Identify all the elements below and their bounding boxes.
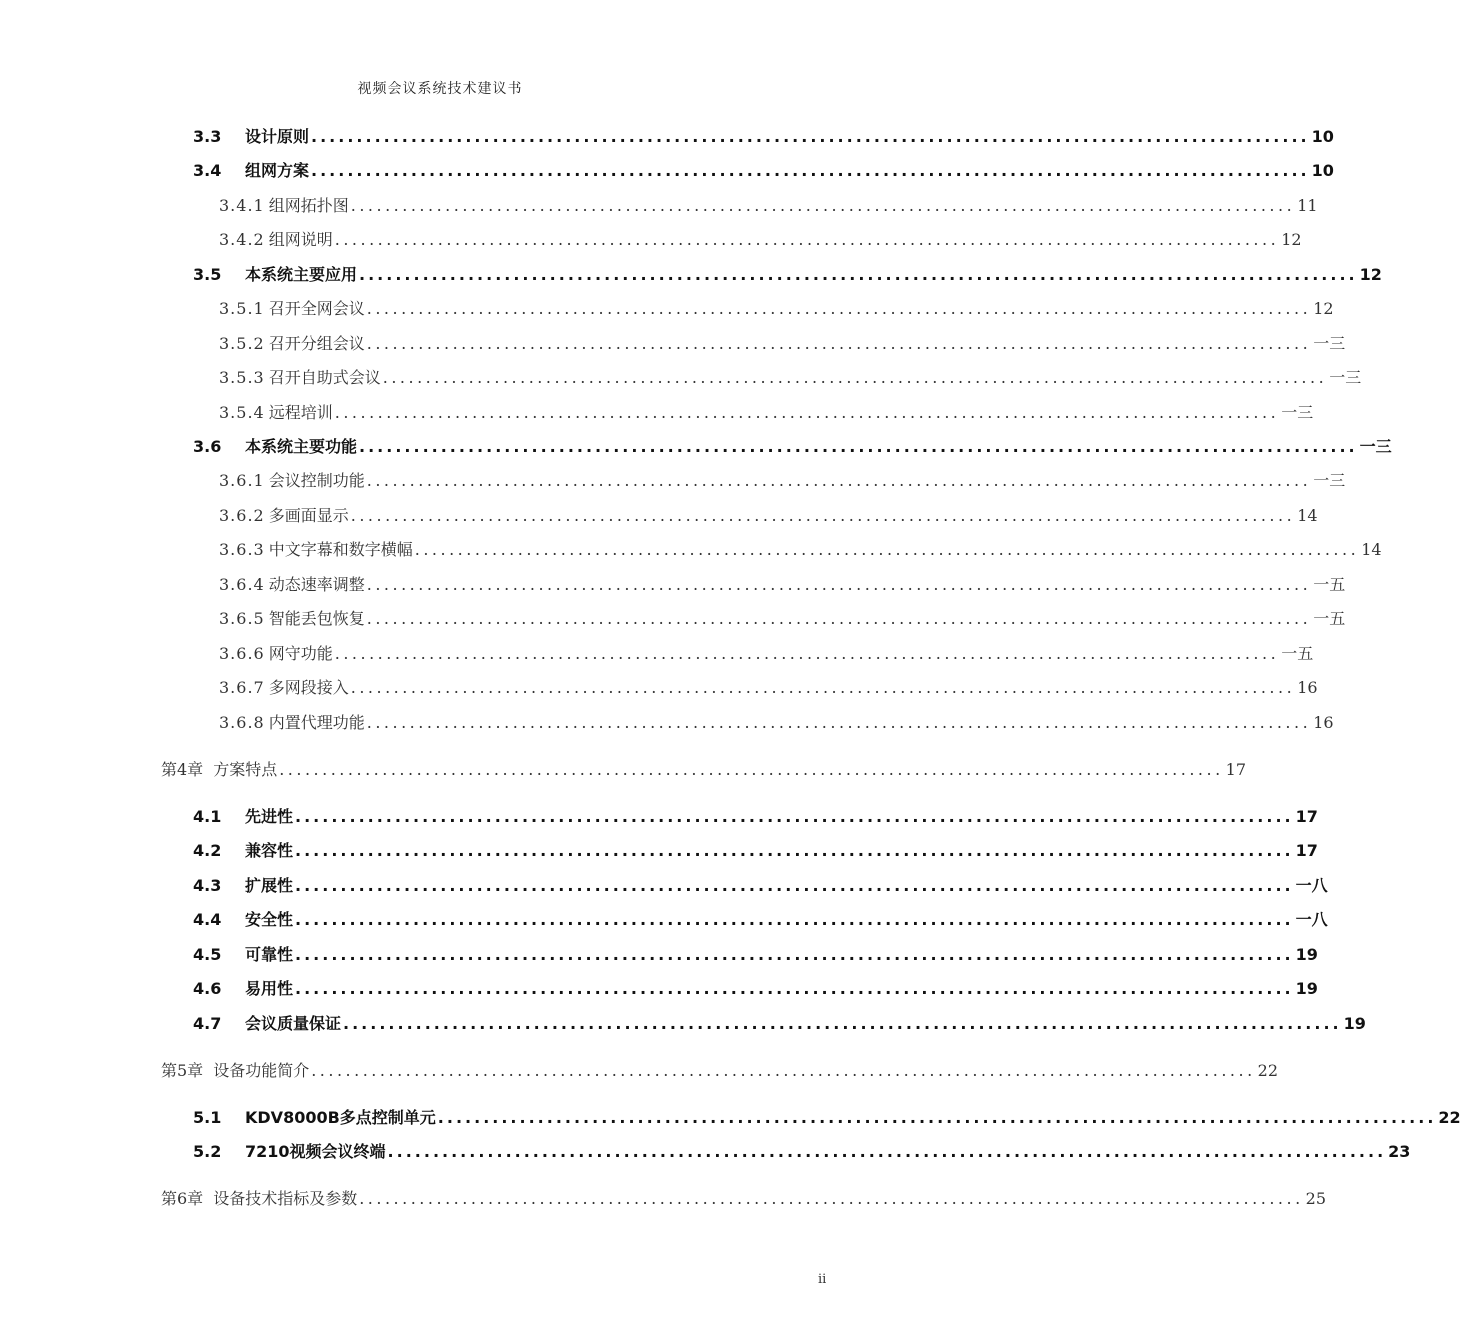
toc-entry-page: 22 <box>1438 1108 1461 1127</box>
toc-leader-dots: .............................................................................................................. <box>359 437 1358 456</box>
toc-entry-number: 3.6.4 <box>219 575 265 594</box>
toc-entry-number: 3.6.5 <box>219 609 265 628</box>
toc-entry-number: 3.4.1 <box>219 196 265 215</box>
toc-leader-dots: .............................................................................................................. <box>295 807 1294 826</box>
toc-entry[interactable] <box>219 537 1382 563</box>
toc-entry-title: 动态速率调整 <box>268 575 365 594</box>
toc-entry-page: 10 <box>1311 127 1334 146</box>
toc-entry[interactable] <box>193 942 1318 968</box>
toc-entry[interactable] <box>219 710 1334 736</box>
toc-entry[interactable] <box>219 641 1314 667</box>
toc-leader-dots: .............................................................................................................. <box>311 127 1310 146</box>
toc-entry-page: 一三 <box>1313 334 1346 353</box>
toc-entry-page: 12 <box>1313 299 1334 318</box>
toc-entry[interactable] <box>219 227 1302 253</box>
toc-entry-page: 17 <box>1295 841 1318 860</box>
toc-chapter-number: 第5章 <box>161 1061 204 1080</box>
toc-entry-page: 19 <box>1343 1014 1366 1033</box>
toc-chapter-title: 设备功能简介 <box>213 1061 310 1080</box>
running-header: 视频会议系统技术建议书 <box>357 81 523 97</box>
toc-entry-number: 3.6.3 <box>219 540 265 559</box>
toc-leader-dots: .............................................................................................................. <box>382 368 1328 387</box>
toc-leader-dots: .............................................................................................................. <box>414 540 1360 559</box>
toc-entry-title: 设计原则 <box>245 127 310 146</box>
toc-entry-number: 3.4 <box>193 161 222 180</box>
toc-chapter-number: 第4章 <box>161 760 204 779</box>
toc-entry-title: 组网方案 <box>245 161 310 180</box>
toc-entry-number: 3.5.4 <box>219 403 265 422</box>
toc-entry-number: 3.5.3 <box>219 368 265 387</box>
toc-leader-dots: .............................................................................................................. <box>295 876 1294 895</box>
toc-leader-dots: .............................................................................................................. <box>311 161 1310 180</box>
toc-entry-page: 12 <box>1359 265 1382 284</box>
toc-entry-title: 会议质量保证 <box>245 1014 342 1033</box>
toc-entry-page: 14 <box>1361 540 1382 559</box>
toc-entry-page: 一三 <box>1359 437 1392 456</box>
toc-entry-page: 一三 <box>1281 403 1314 422</box>
toc-chapter-page: 17 <box>1225 760 1247 779</box>
toc-entry-title: 先进性 <box>245 807 294 826</box>
toc-entry[interactable] <box>193 124 1334 150</box>
toc-leader-dots: .............................................................................................................. <box>366 471 1312 490</box>
toc-entry[interactable] <box>193 873 1328 899</box>
toc-leader-dots: .............................................................................................................. <box>437 1108 1437 1127</box>
toc-leader-dots: .............................................................................................................. <box>295 979 1294 998</box>
toc-entry[interactable] <box>219 296 1334 322</box>
toc-leader-dots: .............................................................................................................. <box>350 506 1296 525</box>
toc-entry-page: 16 <box>1313 713 1334 732</box>
toc-leader-dots: .............................................................................................................. <box>359 265 1358 284</box>
toc-entry-page: 10 <box>1311 161 1334 180</box>
toc-entry-number: 3.4.2 <box>219 230 265 249</box>
toc-entry-title: 兼容性 <box>245 841 294 860</box>
toc-entry-number: 4.5 <box>193 945 222 964</box>
toc-chapter-page: 25 <box>1305 1189 1327 1208</box>
toc-entry[interactable] <box>219 675 1318 701</box>
toc-chapter[interactable] <box>161 757 1247 783</box>
toc-chapter-title: 设备技术指标及参数 <box>213 1189 358 1208</box>
toc-entry[interactable] <box>193 804 1318 830</box>
toc-leader-dots: .............................................................................................................. <box>334 230 1280 249</box>
toc-entry[interactable] <box>193 262 1382 288</box>
toc-leader-dots: .............................................................................................................. <box>295 945 1294 964</box>
toc-leader-dots: .............................................................................................................. <box>366 575 1312 594</box>
toc-chapter-title: 方案特点 <box>213 760 278 779</box>
toc-entry-title: 7210视频会议终端 <box>245 1142 386 1161</box>
toc-entry-page: 19 <box>1295 945 1318 964</box>
toc-entry[interactable] <box>219 331 1346 357</box>
toc-entry-page: 14 <box>1297 506 1318 525</box>
toc-entry-title: 扩展性 <box>245 876 294 895</box>
toc-entry[interactable] <box>193 907 1328 933</box>
toc-entry-number: 4.4 <box>193 910 222 929</box>
toc-entry-page: 一三 <box>1329 368 1362 387</box>
toc-leader-dots: .............................................................................................................. <box>279 760 1224 779</box>
toc-entry[interactable] <box>219 572 1346 598</box>
toc-entry-number: 3.6 <box>193 437 222 456</box>
toc-entry[interactable] <box>193 1139 1411 1165</box>
toc-entry-number: 3.6.1 <box>219 471 265 490</box>
toc-chapter-page: 22 <box>1257 1061 1279 1080</box>
toc-entry-page: 一三 <box>1313 471 1346 490</box>
toc-leader-dots: .............................................................................................................. <box>387 1142 1387 1161</box>
toc-chapter[interactable] <box>161 1058 1279 1084</box>
toc-entry[interactable] <box>193 976 1318 1002</box>
toc-entry-number: 5.1 <box>193 1108 222 1127</box>
toc-entry-title: 网守功能 <box>268 644 333 663</box>
toc-entry-number: 4.7 <box>193 1014 222 1033</box>
toc-entry-page: 一五 <box>1313 609 1346 628</box>
toc-entry[interactable] <box>219 606 1346 632</box>
toc-entry-title: 内置代理功能 <box>268 713 365 732</box>
toc-entry-number: 3.5.2 <box>219 334 265 353</box>
toc-leader-dots: .............................................................................................................. <box>359 1189 1304 1208</box>
toc-leader-dots: .............................................................................................................. <box>334 644 1280 663</box>
toc-entry-page: 17 <box>1295 807 1318 826</box>
toc-entry-page: 一五 <box>1281 644 1314 663</box>
toc-entry-page: 一八 <box>1295 876 1328 895</box>
toc-leader-dots: .............................................................................................................. <box>343 1014 1342 1033</box>
toc-entry-title: 会议控制功能 <box>268 471 365 490</box>
toc-leader-dots: .............................................................................................................. <box>350 196 1296 215</box>
toc-entry-number: 4.6 <box>193 979 222 998</box>
toc-entry-number: 3.5 <box>193 265 222 284</box>
toc-leader-dots: .............................................................................................................. <box>311 1061 1256 1080</box>
toc-entry-title: 易用性 <box>245 979 294 998</box>
toc-entry-title: 组网说明 <box>268 230 333 249</box>
toc-entry-number: 4.1 <box>193 807 222 826</box>
toc-leader-dots: .............................................................................................................. <box>334 403 1280 422</box>
toc-entry[interactable] <box>193 158 1334 184</box>
toc-entry[interactable] <box>219 400 1314 426</box>
toc-entry-number: 3.6.2 <box>219 506 265 525</box>
toc-entry[interactable] <box>219 365 1362 391</box>
toc-entry-title: KDV8000B多点控制单元 <box>245 1108 436 1127</box>
toc-entry-number: 4.3 <box>193 876 222 895</box>
toc-entry-number: 4.2 <box>193 841 222 860</box>
toc-entry[interactable] <box>219 503 1318 529</box>
toc-entry-title: 本系统主要功能 <box>245 437 358 456</box>
toc-entry-title: 多网段接入 <box>268 678 349 697</box>
toc-entry-title: 多画面显示 <box>268 506 349 525</box>
toc-entry-number: 3.5.1 <box>219 299 265 318</box>
toc-entry-title: 组网拓扑图 <box>268 196 349 215</box>
toc-entry-number: 3.6.8 <box>219 713 265 732</box>
toc-entry-title: 远程培训 <box>268 403 333 422</box>
toc-entry-title: 可靠性 <box>245 945 294 964</box>
toc-entry-page: 一八 <box>1295 910 1328 929</box>
page-number: ii <box>818 1272 827 1287</box>
toc-entry[interactable] <box>219 193 1318 219</box>
toc-leader-dots: .............................................................................................................. <box>366 713 1312 732</box>
toc-entry[interactable] <box>193 434 1392 460</box>
toc-entry[interactable] <box>219 468 1346 494</box>
toc-entry-page: 19 <box>1295 979 1318 998</box>
toc-entry[interactable] <box>193 1011 1366 1037</box>
toc-entry-number: 3.6.6 <box>219 644 265 663</box>
toc-leader-dots: .............................................................................................................. <box>366 609 1312 628</box>
toc-entry-page: 12 <box>1281 230 1302 249</box>
toc-entry[interactable] <box>193 1105 1461 1131</box>
toc-entry-title: 安全性 <box>245 910 294 929</box>
toc-leader-dots: .............................................................................................................. <box>366 334 1312 353</box>
toc-entry-title: 召开分组会议 <box>268 334 365 353</box>
toc-entry-title: 本系统主要应用 <box>245 265 358 284</box>
toc-entry-number: 5.2 <box>193 1142 222 1161</box>
toc-entry-page: 一五 <box>1313 575 1346 594</box>
toc-entry-title: 召开全网会议 <box>268 299 365 318</box>
toc-entry-page: 16 <box>1297 678 1318 697</box>
toc-leader-dots: .............................................................................................................. <box>350 678 1296 697</box>
toc-leader-dots: .............................................................................................................. <box>366 299 1312 318</box>
toc-chapter[interactable] <box>161 1186 1327 1212</box>
toc-entry[interactable] <box>193 838 1318 864</box>
toc-leader-dots: .............................................................................................................. <box>295 841 1294 860</box>
toc-chapter-number: 第6章 <box>161 1189 204 1208</box>
toc-entry-number: 3.3 <box>193 127 222 146</box>
toc-entry-title: 智能丢包恢复 <box>268 609 365 628</box>
toc-entry-number: 3.6.7 <box>219 678 265 697</box>
toc-leader-dots: .............................................................................................................. <box>295 910 1294 929</box>
toc-entry-page: 23 <box>1388 1142 1411 1161</box>
toc-entry-page: 11 <box>1297 196 1318 215</box>
toc-entry-title: 中文字幕和数字横幅 <box>268 540 413 559</box>
toc-entry-title: 召开自助式会议 <box>268 368 381 387</box>
